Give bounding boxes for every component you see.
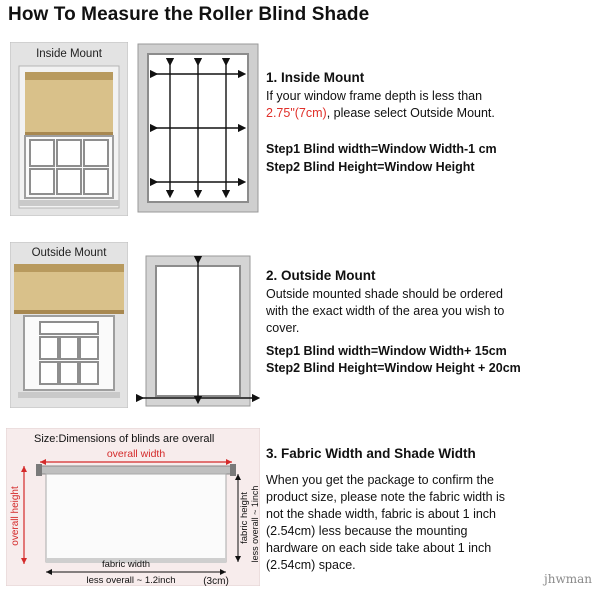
outside-step1: Step1 Blind width=Window Width+ 15cm: [266, 344, 507, 358]
watermark: jhwman: [544, 572, 592, 586]
outside-mount-description: [266, 286, 596, 337]
overall-height-label: overall height: [10, 486, 21, 546]
fabric-text-line: product size, please note the fabric width is: [266, 490, 506, 504]
inside-text-line: If your window frame depth is less than: [266, 89, 483, 103]
page-title: How To Measure the Roller Blind Shade: [8, 4, 370, 25]
outside-mount-label: Outside Mount: [31, 247, 107, 259]
fabric-text-line: not the shade width, fabric is about 1 inch: [266, 507, 497, 521]
outside-text-line: Outside mounted shade should be ordered: [266, 287, 503, 301]
outside-text-line: cover.: [266, 321, 300, 335]
less-overall-horizontal: less overall ~ 1.2inch: [86, 575, 176, 586]
less-overall-vertical: less overall ~ 1inch: [250, 485, 260, 563]
fabric-diagram-title: Size:Dimensions of blinds are overall: [34, 433, 215, 445]
overall-width-label: overall width: [106, 448, 166, 460]
inside-mount-description: [266, 88, 596, 122]
inside-depth-value: 2.75"(7cm): [266, 106, 327, 120]
inside-step2: Step2 Blind Height=Window Height: [266, 160, 475, 174]
inside-step1: Step1 Blind width=Window Width-1 cm: [266, 142, 497, 156]
fabric-text-line: (2.54cm) less because the mounting: [266, 524, 468, 538]
outside-mount-illustration: [10, 242, 128, 408]
fabric-height-label: fabric height: [239, 492, 250, 544]
inside-text-rest: , please select Outside Mount.: [326, 106, 495, 120]
fabric-dimension-diagram: [6, 428, 260, 586]
inside-measure-diagram: [136, 42, 260, 214]
outside-mount-heading: 2. Outside Mount: [266, 268, 376, 283]
fabric-text-line: hardware on each side take about 1 inch: [266, 541, 492, 555]
outside-measure-diagram: [136, 250, 260, 410]
cm-note: (3cm): [203, 576, 229, 586]
inside-mount-heading: 1. Inside Mount: [266, 70, 365, 85]
fabric-text-line: (2.54cm) space.: [266, 558, 356, 572]
outside-text-line: with the exact width of the area you wish to: [266, 304, 505, 318]
inside-mount-label: Inside Mount: [36, 48, 102, 60]
fabric-width-label: fabric width: [101, 559, 151, 570]
inside-mount-illustration: [10, 42, 128, 216]
outside-step2: Step2 Blind Height=Window Height + 20cm: [266, 361, 521, 375]
fabric-description: [266, 472, 596, 574]
fabric-text-line: When you get the package to confirm the: [266, 473, 494, 487]
fabric-heading: 3. Fabric Width and Shade Width: [266, 446, 476, 461]
